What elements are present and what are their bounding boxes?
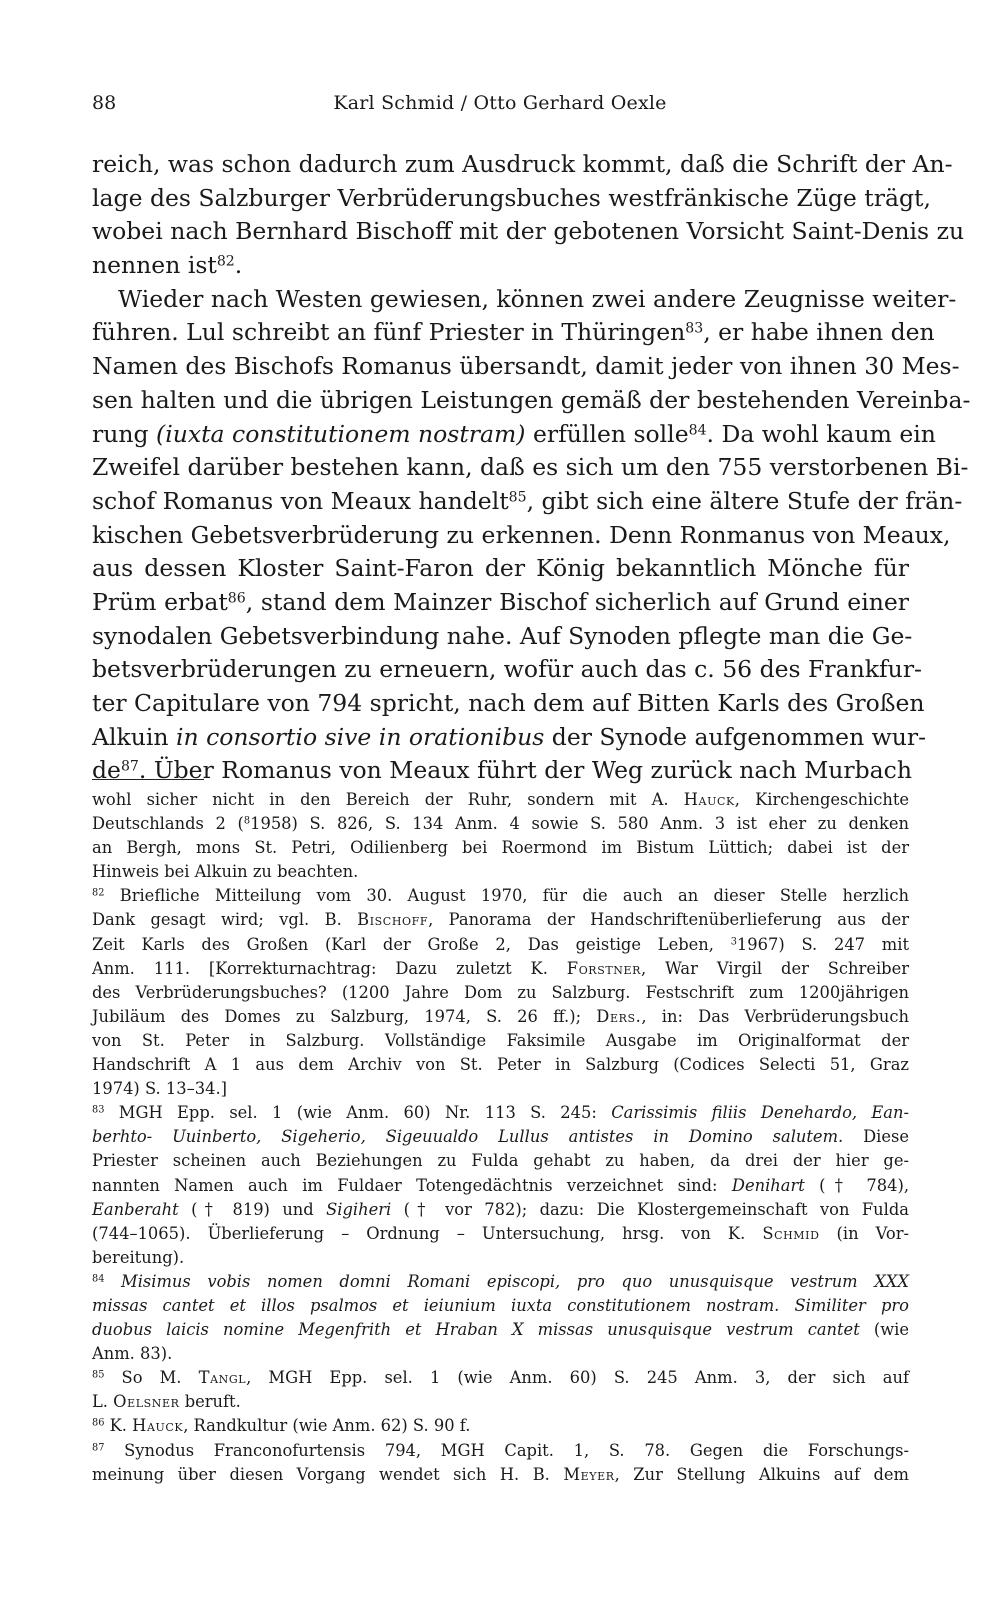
text-line: wobei nach Bernhard Bischoff mit der gebotenen Vorsicht Saint-Denis zu [92, 217, 965, 246]
text-line: Zweifel darüber bestehen kann, daß es sich um den 755 verstorbenen Bi- [92, 453, 969, 482]
text-line: aus dessen Kloster Saint-Faron der König bekanntlich Mönche für [92, 554, 909, 583]
footnote-ref: 82 [216, 253, 235, 270]
footnote-line: wohl sicher nicht in den Bereich der Ruhr, sondern mit A. Hauck, Kirchengeschichte [92, 790, 909, 809]
footnote-ref: 86 [227, 590, 246, 607]
footnote-line: 1974) S. 13–34.] [92, 1079, 227, 1099]
italic-phrase: (iuxta constitutionem nostram) [156, 419, 526, 448]
text-line: führen. Lul schreibt an fünf Priester in Thüringen$^{83}$, er habe ihnen den [92, 318, 935, 347]
page-number: 88 [92, 92, 117, 114]
footnote-rule [92, 779, 204, 780]
text-line: $de^{87}$. Über Romanus von Meaux führt der Weg zurück nach Murbach [92, 756, 912, 785]
footnote-line: Handschrift A 1 aus dem Archiv von St. Peter in Salzburg (Codices Selecti 51, Graz [92, 1055, 909, 1075]
footnote-line: des Verbrüderungsbuches? (1200 Jahre Dom zu Salzburg. Festschrift zum 1200jährigen [92, 982, 909, 1002]
text-line: kischen Gebetsverbrüderung zu erkennen. Denn Ronmanus von Meaux, [92, 520, 951, 549]
text-line: Alkuin in consortio sive in orationibus der Synode aufgenommen wur- [92, 722, 927, 751]
footnote-number: 86 [92, 1418, 105, 1430]
footnote-line: Hinweis bei Alkuin zu beachten. [92, 862, 359, 882]
footnote-84: $^{84}$ Misimus vobis nomen domni Romani episcopi, pro quo unusquisque vestrum XXX [92, 1271, 909, 1291]
footnote-line: Priester scheinen auch Beziehungen zu Fulda gehabt zu haben, da drei der hier ge- [92, 1151, 909, 1171]
footnote-ref: 84 [688, 421, 707, 438]
text-line: lage des Salzburger Verbrüderungsbuches westfränkische Züge trägt, [92, 183, 931, 212]
text-line: rung (iuxta constitutionem nostram) erfüllen solle$^{84}$. Da wohl kaum ein [92, 419, 936, 448]
footnote-line: Anm. 83). [92, 1344, 173, 1364]
footnote-83: $^{83}$ MGH Epp. sel. 1 (wie Anm. 60) Nr. 113 S. 245: Carissimis filiis Denehardo, Ean- [92, 1103, 909, 1123]
footnote-line: Jubiläum des Domes zu Salzburg, 1974, S. 26 ff.); Ders., in: Das Verbrüderungsbuch [92, 1006, 909, 1026]
text-line: synodalen Gebetsverbindung nahe. Auf Synoden pflegte man die Ge- [92, 621, 913, 650]
text-line: Namen des Bischofs Romanus übersandt, damit jeder von ihnen 30 Mes- [92, 352, 960, 381]
footnote-line: meinung über diesen Vorgang wendet sich H. B. Meyer, Zur Stellung Alkuins auf dem [92, 1464, 910, 1484]
main-text [92, 148, 971, 788]
footnote-line: Eanberaht († 819) und Sigiheri († vor 782); dazu: Die Klostergemeinschaft von Fulda [92, 1199, 909, 1219]
footnote-line: bereitung). [92, 1247, 185, 1267]
footnote-line: Zeit Karls des Großen (Karl der Große 2, Das geistige Leben, $^3$1967) S. 247 mit [92, 934, 909, 954]
footnote-line: von St. Peter in Salzburg. Vollständige Faksimile Ausgabe im Originalformat der [92, 1030, 909, 1050]
footnote-line: Anm. 111. [Korrekturnachtrag: Dazu zuletzt K. Forstner, War Virgil der Schreiber [92, 958, 909, 978]
text-line: Wieder nach Westen gewiesen, können zwei andere Zeugnisse weiter- [118, 284, 957, 313]
text-line: betsverbrüderungen zu erneuern, wofür auch das c. 56 des Frankfur- [92, 655, 922, 684]
footnote-line: nannten Namen auch im Fuldaer Totengedächtnis verzeichnet sind: Denihart († 784), [92, 1175, 909, 1195]
text-line: ter Capitulare von 794 spricht, nach dem auf Bitten Karls des Großen [92, 689, 925, 717]
text-line: schof Romanus von Meaux handelt$^{85}$, gibt sich eine ältere Stufe der frän- [92, 486, 963, 515]
footnote-line: Dank gesagt wird; vgl. B. Bischoff, Panorama der Handschriftenüberlieferung aus der [92, 910, 909, 930]
footnote-line: duobus laicis nomine Megenfrith et Hraban X missas unusquisque vestrum cantet (wie [92, 1320, 910, 1340]
footnote-86: $^{86}$ K. Hauck, Randkultur (wie Anm. 62) S. 90 f. [92, 1416, 471, 1436]
footnote-line: berhto- Uuinberto, Sigeherio, Sigeuualdo Lullus antistes in Domino salutem. Diese [92, 1127, 909, 1147]
footnote-number: 83 [92, 1104, 105, 1116]
text-line: Prüm erbat$^{86}$, stand dem Mainzer Bischof sicherlich auf Grund einer [92, 587, 910, 616]
running-head: Karl Schmid / Otto Gerhard Oexle [333, 92, 667, 114]
footnote-ref: 83 [685, 320, 704, 337]
footnote-line: missas cantet et illos psalmos et ieiunium iuxta constitutionem nostram. Similiter pro [92, 1295, 909, 1315]
footnote-85: $^{85}$ So M. Tangl, MGH Epp. sel. 1 (wie Anm. 60) S. 245 Anm. 3, der sich auf [92, 1368, 910, 1388]
footnote-number: 84 [92, 1273, 105, 1285]
text-line: sen halten und die übrigen Leistungen gemäß der bestehenden Vereinba- [92, 385, 971, 414]
footnotes [92, 788, 909, 1487]
footnote-line: (744–1065). Überlieferung – Ordnung – Untersuchung, hrsg. von K. Schmid (in Vor- [92, 1223, 909, 1243]
text-line: reich, was schon dadurch zum Ausdruck kommt, daß die Schrift der An- [92, 150, 953, 178]
footnote-number: 82 [92, 888, 105, 899]
footnote-87: $^{87}$ Synodus Franconofurtensis 794, MGH Capit. 1, S. 78. Gegen die Forschungs- [92, 1440, 909, 1460]
footnote-line: L. Oelsner beruft. [92, 1392, 241, 1412]
footnote-number: 87 [92, 1442, 105, 1454]
footnote-ref: 85 [508, 489, 527, 506]
footnote-82: $^{82}$ Briefliche Mitteilung vom 30. August 1970, für die auch an dieser Stelle herzlich [92, 886, 909, 906]
italic-phrase: in consortio sive in orationibus [175, 722, 545, 751]
footnote-line: Deutschlands 2 ($^8$1958) S. 826, S. 134 Anm. 4 sowie S. 580 Anm. 3 ist eher zu denken [92, 814, 910, 834]
footnote-number: 85 [92, 1369, 105, 1381]
footnote-line: an Bergh, mons St. Petri, Odilienberg bei Roermond im Bistum Lüttich; dabei ist der [92, 838, 909, 858]
text-line: nennen ist$^{82}$. [92, 251, 243, 280]
footnote-ref: 87 [120, 758, 139, 775]
